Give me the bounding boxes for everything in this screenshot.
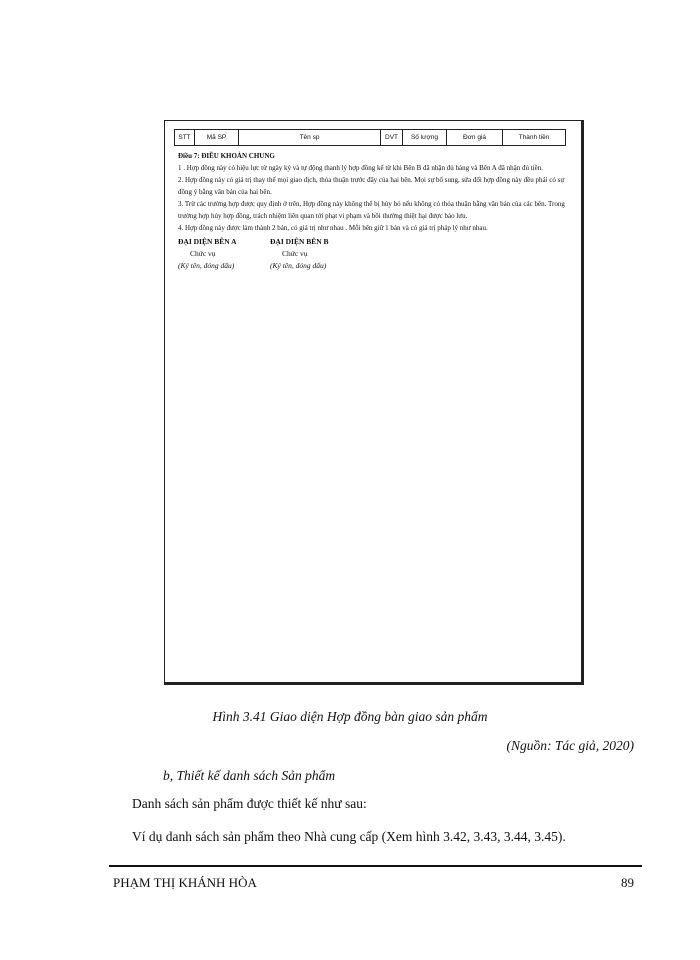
- clause-1: 1 . Hợp đồng này có hiệu lực từ ngày ký và tự động thanh lý hợp đồng kể từ khi Bên B đã nhận đủ hàng và Bên A đã nhận đủ tiền.: [178, 164, 543, 172]
- figure-caption: Hình 3.41 Giao diện Hợp đồng bàn giao sản phẩm: [212, 709, 488, 724]
- contract-figure: [164, 120, 584, 685]
- figure-source: (Nguồn: Tác giả, 2020): [506, 738, 634, 753]
- signature-block: [178, 236, 573, 272]
- col-thanh-tien: Thành tiền: [518, 134, 550, 141]
- col-dvt: DVT: [381, 130, 403, 145]
- contract-terms: [178, 150, 573, 272]
- col-don-gia: Đơn giá: [447, 130, 503, 145]
- party-b-name: ĐẠI DIỆN BÊN B: [270, 237, 329, 246]
- col-ten-sp: Tên sp: [239, 130, 381, 145]
- clause-2: 2. Hợp đồng này có giá trị thay thế mọi giao dịch, thỏa thuận trước đây của hai bên. Mọi sự bổ sung, sửa đổi hợp đồng này đều phải có sự đồng ý bằng văn bản của hai bên.: [178, 176, 565, 196]
- party-a-position: Chức vụ: [190, 249, 216, 258]
- product-table-header: [174, 129, 566, 146]
- party-b-note: (Ký tên, đóng dấu): [270, 261, 327, 270]
- col-ma-sp: Mã SP: [195, 130, 239, 145]
- paragraph-2: Ví dụ danh sách sản phẩm theo Nhà cung cấp (Xem hình 3.42, 3.43, 3.44, 3.45).: [132, 829, 566, 844]
- paragraph-1: Danh sách sản phẩm được thiết kế như sau:: [132, 796, 367, 811]
- footer-author: PHẠM THỊ KHÁNH HÒA: [113, 875, 257, 890]
- page-number: 89: [621, 875, 634, 890]
- party-a-signature: [178, 236, 270, 272]
- footer-divider: [109, 865, 642, 867]
- col-so-luong: Số lượng: [403, 130, 447, 145]
- col-stt: STT: [175, 130, 195, 145]
- clause-4: 4. Hợp đồng này được làm thành 2 bản, có giá trị như nhau . Mỗi bên giữ 1 bản và có giá trị pháp lý như nhau.: [178, 224, 488, 232]
- section-heading: b, Thiết kế danh sách Sản phẩm: [163, 768, 336, 783]
- party-b-signature: [270, 236, 362, 272]
- clause-3: 3. Trừ các trường hợp được quy định ở trên, Hợp đồng này không thể bị hủy bỏ nếu không có thỏa thuận bằng văn bản của các bên. Trong trường hợp hủy hợp đồng, trách nhiệm liên quan tới phạt vi phạm và bồi thường thiệt hại được bảo lưu.: [178, 200, 565, 220]
- clause-heading: Điều 7: ĐIỀU KHOẢN CHUNG: [178, 152, 275, 160]
- party-a-note: (Ký tên, đóng dấu): [178, 261, 235, 270]
- party-a-name: ĐẠI DIỆN BÊN A: [178, 237, 237, 246]
- party-b-position: Chức vụ: [282, 249, 308, 258]
